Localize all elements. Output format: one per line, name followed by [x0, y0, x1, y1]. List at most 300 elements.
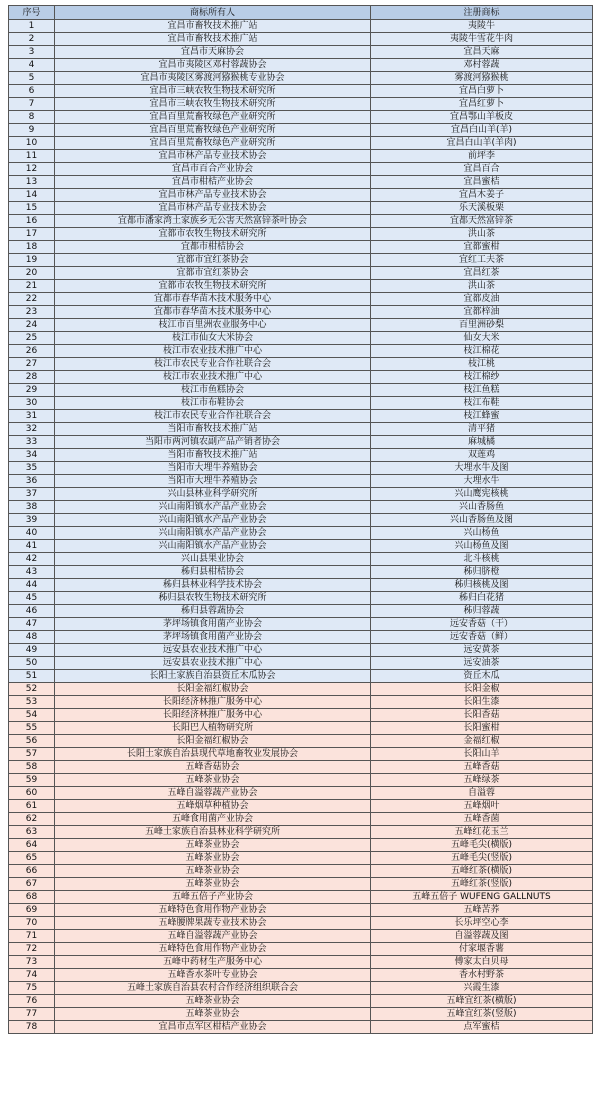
row-number-cell: 45 — [9, 592, 55, 605]
trademark-cell: 宜昌鄂山羊板皮 — [371, 111, 593, 124]
trademark-cell: 远安香菇（干） — [371, 618, 593, 631]
trademark-cell: 宜昌天麻 — [371, 46, 593, 59]
owner-cell: 茅坪场镇食用菌产业协会 — [55, 631, 371, 644]
row-number-cell: 72 — [9, 943, 55, 956]
row-number-cell: 49 — [9, 644, 55, 657]
trademark-cell: 雾渡河猕猴桃 — [371, 72, 593, 85]
owner-cell: 五峰特色食用作物产业协会 — [55, 943, 371, 956]
owner-cell: 宜昌百里荒畜牧绿色产业研究所 — [55, 111, 371, 124]
owner-cell: 远安县农业技术推广中心 — [55, 644, 371, 657]
owner-cell: 远安县农业技术推广中心 — [55, 657, 371, 670]
table-row — [9, 98, 593, 111]
row-number-cell: 61 — [9, 800, 55, 813]
owner-cell: 长阳金福红椒协会 — [55, 683, 371, 696]
owner-cell: 兴山南阳镇水产品产业协会 — [55, 540, 371, 553]
row-number-cell: 73 — [9, 956, 55, 969]
owner-cell: 五峰香水茶叶专业协会 — [55, 969, 371, 982]
row-number-cell: 17 — [9, 228, 55, 241]
owner-cell: 五峰自溢蓉蔬产业协会 — [55, 930, 371, 943]
trademark-cell: 枝江桃 — [371, 358, 593, 371]
trademark-cell: 大埋水牛 — [371, 475, 593, 488]
row-number-cell: 38 — [9, 501, 55, 514]
table-row — [9, 657, 593, 670]
table-row — [9, 306, 593, 319]
owner-cell: 枝江市农业技术推广中心 — [55, 345, 371, 358]
row-number-cell: 76 — [9, 995, 55, 1008]
table-row — [9, 969, 593, 982]
trademark-cell: 夷陵牛雪花牛肉 — [371, 33, 593, 46]
row-number-cell: 4 — [9, 59, 55, 72]
owner-cell: 五峰烟草种植协会 — [55, 800, 371, 813]
table-row — [9, 163, 593, 176]
table-row — [9, 527, 593, 540]
owner-cell: 秭归县蓉蔬协会 — [55, 605, 371, 618]
trademark-cell: 宜昌白山羊(羊) — [371, 124, 593, 137]
owner-cell: 宜都市春华苗木技术服务中心 — [55, 306, 371, 319]
row-number-cell: 15 — [9, 202, 55, 215]
owner-cell: 宜昌市天麻协会 — [55, 46, 371, 59]
owner-cell: 长阳土家族自治县资丘木瓜协会 — [55, 670, 371, 683]
table-row — [9, 761, 593, 774]
table-row — [9, 631, 593, 644]
owner-cell: 宜昌市夷陵区邓村蓉蔬协会 — [55, 59, 371, 72]
row-number-cell: 19 — [9, 254, 55, 267]
owner-cell: 兴山县林业科学研究所 — [55, 488, 371, 501]
trademark-cell: 自溢蓉 — [371, 787, 593, 800]
table-row — [9, 748, 593, 761]
table-row — [9, 189, 593, 202]
trademark-cell: 北斗核桃 — [371, 553, 593, 566]
trademark-cell: 宜都皮油 — [371, 293, 593, 306]
owner-cell: 宜昌百里荒畜牧绿色产业研究所 — [55, 124, 371, 137]
trademark-cell: 夷陵牛 — [371, 20, 593, 33]
table-row — [9, 462, 593, 475]
owner-cell: 五峰茶业协会 — [55, 995, 371, 1008]
trademark-cell: 宜红工夫茶 — [371, 254, 593, 267]
trademark-cell: 长阳生漆 — [371, 696, 593, 709]
table-row — [9, 436, 593, 449]
owner-cell: 宜昌市夷陵区雾渡河猕猴桃专业协会 — [55, 72, 371, 85]
owner-cell: 宜都市农牧生物技术研究所 — [55, 280, 371, 293]
table-row — [9, 293, 593, 306]
table-row — [9, 670, 593, 683]
owner-cell: 长阳经济林推广服务中心 — [55, 696, 371, 709]
table-row — [9, 59, 593, 72]
row-number-cell: 43 — [9, 566, 55, 579]
trademark-cell: 兴山鹰宪核桃 — [371, 488, 593, 501]
trademark-cell: 五峰香菌 — [371, 813, 593, 826]
row-number-cell: 42 — [9, 553, 55, 566]
row-number-cell: 74 — [9, 969, 55, 982]
row-number-cell: 12 — [9, 163, 55, 176]
row-number-cell: 10 — [9, 137, 55, 150]
trademark-cell: 长阳山羊 — [371, 748, 593, 761]
trademark-cell: 百里洲砂梨 — [371, 319, 593, 332]
trademark-cell: 宜昌蜜桔 — [371, 176, 593, 189]
owner-cell: 宜昌市林产品专业技术协会 — [55, 189, 371, 202]
table-row — [9, 1021, 593, 1034]
trademark-cell: 五峰毛尖(竖版) — [371, 852, 593, 865]
owner-cell: 长阳巴人植物研究所 — [55, 722, 371, 735]
row-number-cell: 67 — [9, 878, 55, 891]
table-row — [9, 982, 593, 995]
trademark-cell: 双莲鸡 — [371, 449, 593, 462]
row-number-cell: 30 — [9, 397, 55, 410]
owner-cell: 五峰中药材生产服务中心 — [55, 956, 371, 969]
table-row — [9, 852, 593, 865]
owner-cell: 宜都市春华苗木技术服务中心 — [55, 293, 371, 306]
row-number-cell: 58 — [9, 761, 55, 774]
owner-cell: 枝江市农业技术推广中心 — [55, 371, 371, 384]
trademark-cell: 宜都天然富锌茶 — [371, 215, 593, 228]
owner-cell: 五峰香菇协会 — [55, 761, 371, 774]
table-row — [9, 709, 593, 722]
trademark-cell: 五峰五倍子 WUFENG GALLNUTS — [371, 891, 593, 904]
row-number-cell: 16 — [9, 215, 55, 228]
table-row — [9, 319, 593, 332]
owner-cell: 五峰茶业协会 — [55, 852, 371, 865]
trademark-cell: 洪山茶 — [371, 228, 593, 241]
row-number-cell: 40 — [9, 527, 55, 540]
owner-cell: 宜都市宜红茶协会 — [55, 267, 371, 280]
table-row — [9, 410, 593, 423]
row-number-cell: 70 — [9, 917, 55, 930]
row-number-cell: 78 — [9, 1021, 55, 1034]
owner-cell: 当阳市大埋牛养殖协会 — [55, 462, 371, 475]
owner-cell: 宜昌市三峡农牧生物技术研究所 — [55, 98, 371, 111]
trademark-cell: 五峰烟叶 — [371, 800, 593, 813]
table-row — [9, 111, 593, 124]
owner-cell: 五峰自溢蓉蔬产业协会 — [55, 787, 371, 800]
trademark-cell: 宜昌白萝卜 — [371, 85, 593, 98]
table-row — [9, 202, 593, 215]
table-row — [9, 514, 593, 527]
table-row — [9, 592, 593, 605]
owner-cell: 五峰土家族自治县林业科学研究所 — [55, 826, 371, 839]
row-number-cell: 60 — [9, 787, 55, 800]
row-number-cell: 64 — [9, 839, 55, 852]
table-row — [9, 124, 593, 137]
trademark-cell: 兴山杨鱼 — [371, 527, 593, 540]
row-number-cell: 71 — [9, 930, 55, 943]
table-row — [9, 774, 593, 787]
trademark-cell: 枝江布鞋 — [371, 397, 593, 410]
row-number-cell: 28 — [9, 371, 55, 384]
table-row — [9, 280, 593, 293]
row-number-cell: 14 — [9, 189, 55, 202]
table-row — [9, 72, 593, 85]
table-row — [9, 176, 593, 189]
row-number-cell: 36 — [9, 475, 55, 488]
owner-cell: 秭归县林业科学技术协会 — [55, 579, 371, 592]
table-row — [9, 215, 593, 228]
row-number-cell: 31 — [9, 410, 55, 423]
table-row — [9, 696, 593, 709]
owner-cell: 宜昌市林产品专业技术协会 — [55, 150, 371, 163]
table-row — [9, 423, 593, 436]
table-row — [9, 33, 593, 46]
trademark-cell: 长阳金椒 — [371, 683, 593, 696]
owner-cell: 宜昌市畜牧技术推广站 — [55, 20, 371, 33]
row-number-cell: 22 — [9, 293, 55, 306]
row-number-cell: 46 — [9, 605, 55, 618]
owner-cell: 宜昌市三峡农牧生物技术研究所 — [55, 85, 371, 98]
trademark-cell: 傅家太白贝母 — [371, 956, 593, 969]
table-row — [9, 488, 593, 501]
trademark-cell: 付家堰香薯 — [371, 943, 593, 956]
row-number-cell: 47 — [9, 618, 55, 631]
trademark-cell: 五峰红茶(竖版) — [371, 878, 593, 891]
trademark-cell: 仙女大米 — [371, 332, 593, 345]
owner-cell: 五峰茶业协会 — [55, 865, 371, 878]
row-number-cell: 26 — [9, 345, 55, 358]
owner-cell: 五峰茶业协会 — [55, 774, 371, 787]
row-number-cell: 54 — [9, 709, 55, 722]
owner-cell: 茅坪场镇食用菌产业协会 — [55, 618, 371, 631]
owner-cell: 当阳市畜牧技术推广站 — [55, 423, 371, 436]
table-row — [9, 787, 593, 800]
row-number-cell: 66 — [9, 865, 55, 878]
row-number-cell: 6 — [9, 85, 55, 98]
table-row — [9, 943, 593, 956]
owner-cell: 枝江市农民专业合作社联合会 — [55, 410, 371, 423]
row-number-cell: 29 — [9, 384, 55, 397]
table-row — [9, 995, 593, 1008]
trademark-cell: 兴山香肠鱼及图 — [371, 514, 593, 527]
row-number-cell: 32 — [9, 423, 55, 436]
owner-cell: 宜昌市百合产业协会 — [55, 163, 371, 176]
row-number-cell: 2 — [9, 33, 55, 46]
table-row — [9, 813, 593, 826]
table-row — [9, 85, 593, 98]
trademark-cell: 枝江蜂蜜 — [371, 410, 593, 423]
row-number-cell: 5 — [9, 72, 55, 85]
trademark-cell: 洪山茶 — [371, 280, 593, 293]
trademark-cell: 前坪李 — [371, 150, 593, 163]
row-number-cell: 51 — [9, 670, 55, 683]
row-number-cell: 20 — [9, 267, 55, 280]
trademark-cell: 金福红椒 — [371, 735, 593, 748]
owner-cell: 五峰土家族自治县农村合作经济组织联合会 — [55, 982, 371, 995]
row-number-cell: 33 — [9, 436, 55, 449]
trademark-cell: 大埋水牛及图 — [371, 462, 593, 475]
row-number-cell: 52 — [9, 683, 55, 696]
row-number-cell: 8 — [9, 111, 55, 124]
trademark-cell: 枝江鱼糕 — [371, 384, 593, 397]
trademark-cell: 五峰红花玉兰 — [371, 826, 593, 839]
trademark-cell: 五峰香菇 — [371, 761, 593, 774]
owner-cell: 当阳市两河镇农副产品产销者协会 — [55, 436, 371, 449]
table-row — [9, 605, 593, 618]
owner-cell: 兴山县果业协会 — [55, 553, 371, 566]
row-number-cell: 59 — [9, 774, 55, 787]
table-row — [9, 254, 593, 267]
trademark-cell: 枝江棉花 — [371, 345, 593, 358]
owner-cell: 五峰腰牌果蔬专业技术协会 — [55, 917, 371, 930]
owner-cell: 枝江市鱼糕协会 — [55, 384, 371, 397]
table-row — [9, 150, 593, 163]
owner-cell: 秭归县农牧生物技术研究所 — [55, 592, 371, 605]
owner-cell: 长阳土家族自治县现代草地畜牧业发展协会 — [55, 748, 371, 761]
trademark-cell: 香水村野茶 — [371, 969, 593, 982]
row-number-cell: 65 — [9, 852, 55, 865]
trademark-cell: 清平猪 — [371, 423, 593, 436]
table-row — [9, 241, 593, 254]
table-row — [9, 579, 593, 592]
owner-cell: 宜都市潘家湾土家族乡无公害天然富锌茶叶协会 — [55, 215, 371, 228]
trademark-cell: 远安香菇（鲜） — [371, 631, 593, 644]
row-number-cell: 24 — [9, 319, 55, 332]
row-number-cell: 68 — [9, 891, 55, 904]
row-number-cell: 7 — [9, 98, 55, 111]
trademark-cell: 邓村蓉蔬 — [371, 59, 593, 72]
table-row — [9, 397, 593, 410]
table-row — [9, 46, 593, 59]
row-number-cell: 34 — [9, 449, 55, 462]
owner-cell: 宜都市宜红茶协会 — [55, 254, 371, 267]
owner-cell: 兴山南阳镇水产品产业协会 — [55, 501, 371, 514]
table-row — [9, 800, 593, 813]
table-row — [9, 839, 593, 852]
table-row — [9, 826, 593, 839]
trademark-cell: 宜昌白山羊(羊肉) — [371, 137, 593, 150]
owner-cell: 当阳市大埋牛养殖协会 — [55, 475, 371, 488]
owner-cell: 秭归县柑桔协会 — [55, 566, 371, 579]
trademark-cell: 兴山香肠鱼 — [371, 501, 593, 514]
table-row — [9, 358, 593, 371]
table-row — [9, 917, 593, 930]
owner-cell: 五峰食用菌产业协会 — [55, 813, 371, 826]
owner-cell: 宜昌市点军区柑桔产业协会 — [55, 1021, 371, 1034]
trademark-cell: 麻城橘 — [371, 436, 593, 449]
column-header-owner: 商标所有人 — [55, 6, 371, 20]
row-number-cell: 11 — [9, 150, 55, 163]
trademark-cell: 宜都梓油 — [371, 306, 593, 319]
owner-cell: 宜都市柑桔协会 — [55, 241, 371, 254]
row-number-cell: 44 — [9, 579, 55, 592]
trademark-cell: 五峰苦荞 — [371, 904, 593, 917]
trademark-cell: 长阳蜜柑 — [371, 722, 593, 735]
row-number-cell: 57 — [9, 748, 55, 761]
trademark-cell: 五峰绿茶 — [371, 774, 593, 787]
table-row — [9, 20, 593, 33]
trademark-table — [8, 5, 593, 1034]
owner-cell: 五峰茶业协会 — [55, 1008, 371, 1021]
table-row — [9, 865, 593, 878]
owner-cell: 宜昌百里荒畜牧绿色产业研究所 — [55, 137, 371, 150]
owner-cell: 兴山南阳镇水产品产业协会 — [55, 527, 371, 540]
trademark-cell: 兴山杨鱼及图 — [371, 540, 593, 553]
table-row — [9, 345, 593, 358]
owner-cell: 长阳经济林推广服务中心 — [55, 709, 371, 722]
trademark-cell: 兴霞生漆 — [371, 982, 593, 995]
trademark-cell: 秭归核桃及图 — [371, 579, 593, 592]
table-row — [9, 644, 593, 657]
table-row — [9, 618, 593, 631]
table-row — [9, 228, 593, 241]
table-row — [9, 371, 593, 384]
column-header-trademark: 注册商标 — [371, 6, 593, 20]
trademark-cell: 五峰红茶(横版) — [371, 865, 593, 878]
owner-cell: 五峰特色食用作物产业协会 — [55, 904, 371, 917]
trademark-cell: 远安油茶 — [371, 657, 593, 670]
owner-cell: 五峰茶业协会 — [55, 839, 371, 852]
owner-cell: 宜昌市畜牧技术推广站 — [55, 33, 371, 46]
trademark-cell: 五峰宜红茶(横版) — [371, 995, 593, 1008]
table-row — [9, 878, 593, 891]
table-row — [9, 540, 593, 553]
row-number-cell: 56 — [9, 735, 55, 748]
row-number-cell: 77 — [9, 1008, 55, 1021]
row-number-cell: 50 — [9, 657, 55, 670]
owner-cell: 枝江市布鞋协会 — [55, 397, 371, 410]
table-row — [9, 449, 593, 462]
table-row — [9, 683, 593, 696]
table-row — [9, 137, 593, 150]
trademark-cell: 长阳香菇 — [371, 709, 593, 722]
owner-cell: 长阳金福红椒协会 — [55, 735, 371, 748]
owner-cell: 枝江市百里洲农业服务中心 — [55, 319, 371, 332]
owner-cell: 枝江市农民专业合作社联合会 — [55, 358, 371, 371]
row-number-cell: 75 — [9, 982, 55, 995]
trademark-cell: 乐天溪板栗 — [371, 202, 593, 215]
table-row — [9, 904, 593, 917]
owner-cell: 枝江市仙女大米协会 — [55, 332, 371, 345]
trademark-cell: 宜都蜜柑 — [371, 241, 593, 254]
row-number-cell: 3 — [9, 46, 55, 59]
row-number-cell: 21 — [9, 280, 55, 293]
row-number-cell: 18 — [9, 241, 55, 254]
owner-cell: 五峰茶业协会 — [55, 878, 371, 891]
owner-cell: 宜昌市柑桔产业协会 — [55, 176, 371, 189]
owner-cell: 宜都市农牧生物技术研究所 — [55, 228, 371, 241]
row-number-cell: 37 — [9, 488, 55, 501]
trademark-cell: 五峰宜红茶(竖版) — [371, 1008, 593, 1021]
row-number-cell: 55 — [9, 722, 55, 735]
trademark-cell: 宜昌红茶 — [371, 267, 593, 280]
trademark-cell: 秭归白花猪 — [371, 592, 593, 605]
trademark-cell: 五峰毛尖(横版) — [371, 839, 593, 852]
row-number-cell: 25 — [9, 332, 55, 345]
trademark-cell: 长乐坪空心李 — [371, 917, 593, 930]
row-number-cell: 39 — [9, 514, 55, 527]
row-number-cell: 41 — [9, 540, 55, 553]
owner-cell: 五峰五倍子产业协会 — [55, 891, 371, 904]
row-number-cell: 1 — [9, 20, 55, 33]
row-number-cell: 53 — [9, 696, 55, 709]
row-number-cell: 13 — [9, 176, 55, 189]
owner-cell: 宜昌市林产品专业技术协会 — [55, 202, 371, 215]
header-row — [9, 6, 593, 20]
table-row — [9, 384, 593, 397]
owner-cell: 当阳市畜牧技术推广站 — [55, 449, 371, 462]
table-row — [9, 891, 593, 904]
row-number-cell: 35 — [9, 462, 55, 475]
table-row — [9, 722, 593, 735]
trademark-cell: 点军蜜桔 — [371, 1021, 593, 1034]
table-row — [9, 930, 593, 943]
table-row — [9, 332, 593, 345]
trademark-cell: 枝江棉纱 — [371, 371, 593, 384]
owner-cell: 兴山南阳镇水产品产业协会 — [55, 514, 371, 527]
table-row — [9, 267, 593, 280]
row-number-cell: 27 — [9, 358, 55, 371]
trademark-cell: 宜昌木姜子 — [371, 189, 593, 202]
table-row — [9, 566, 593, 579]
table-row — [9, 501, 593, 514]
trademark-cell: 秭归蓉蔬 — [371, 605, 593, 618]
row-number-cell: 48 — [9, 631, 55, 644]
